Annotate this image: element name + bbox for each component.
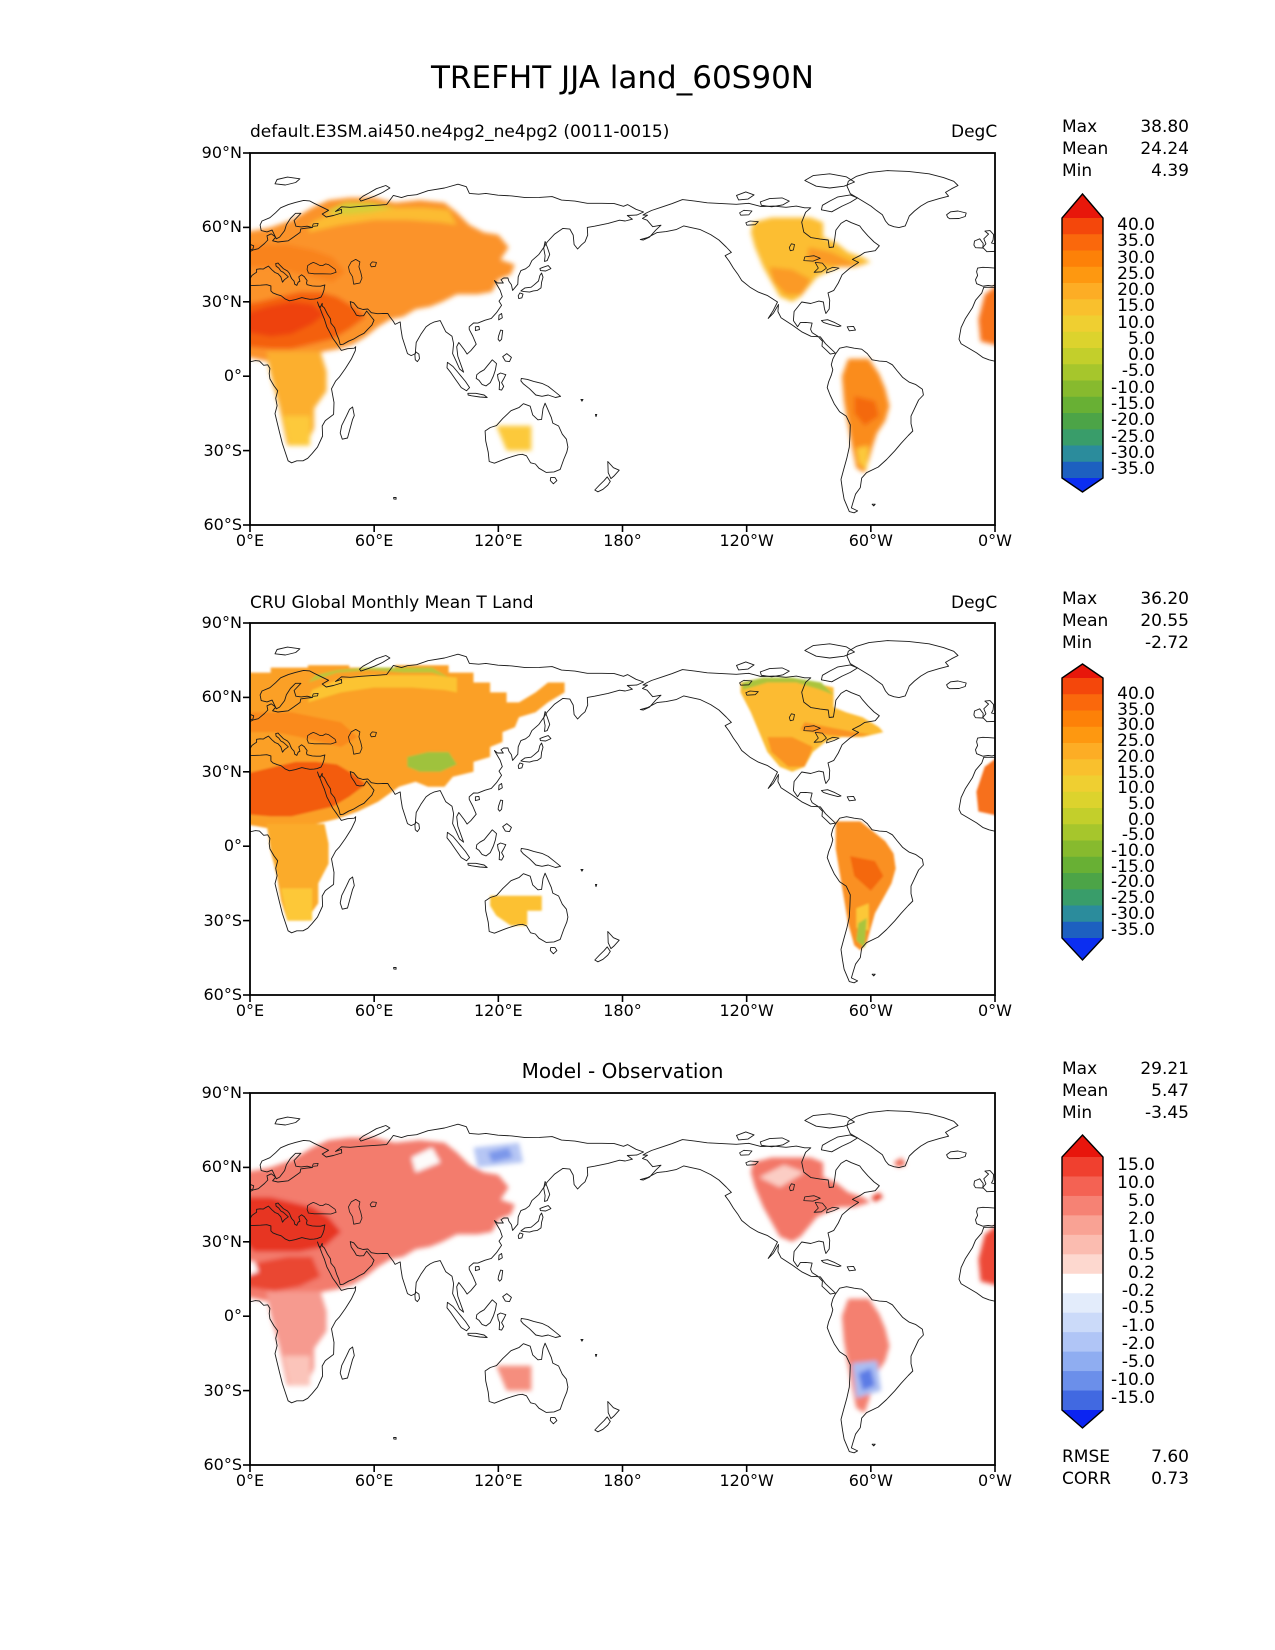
colorbar-tick-label: -10.0 xyxy=(1111,377,1155,398)
stat-row xyxy=(1062,117,1189,138)
stat-value: 7.60 xyxy=(1151,1447,1189,1467)
y-tick-label: 90°N xyxy=(201,613,242,632)
colorbar-tick-label: 20.0 xyxy=(1117,746,1155,767)
region-africa-south-yellow xyxy=(281,888,312,920)
x-tick-label: 0°E xyxy=(235,1001,265,1020)
colorbar-tick-label: -0.5 xyxy=(1121,1298,1155,1319)
stat-label: Mean xyxy=(1062,1081,1109,1101)
stat-label: Mean xyxy=(1062,611,1109,631)
stat-row xyxy=(1062,161,1189,182)
y-tick-label: 60°S xyxy=(203,985,242,1004)
colorbar-tick-label: -35.0 xyxy=(1111,919,1155,940)
region-south-america-warm-bias xyxy=(842,1299,890,1413)
colorbar-tick-label: 10.0 xyxy=(1117,312,1155,333)
stat-row xyxy=(1062,611,1189,632)
x-tick-label: 120°E xyxy=(474,1001,523,1020)
colorbar-tick-label: 25.0 xyxy=(1117,731,1155,752)
panel1-title: default.E3SM.ai450.ne4pg2_ne4pg2 (0011-0015) xyxy=(250,122,670,142)
x-tick-label: 60°E xyxy=(354,1001,394,1020)
colorbar-tick-label: -15.0 xyxy=(1111,1388,1155,1409)
panel3-title: Model - Observation xyxy=(521,1059,724,1083)
stat-label: Min xyxy=(1062,633,1093,653)
stat-label: Min xyxy=(1062,1103,1093,1123)
colorbar-tick-label: -1.0 xyxy=(1121,1316,1155,1337)
colorbar-tick-label: -20.0 xyxy=(1111,410,1155,431)
stat-label: CORR xyxy=(1062,1469,1111,1489)
colorbar-tick-label: -5.0 xyxy=(1121,1352,1155,1373)
stat-value: 4.39 xyxy=(1151,161,1189,181)
stat-value: 20.55 xyxy=(1140,611,1189,631)
stat-row xyxy=(1062,633,1189,654)
x-tick-label: 0°W xyxy=(978,1001,1012,1020)
x-tick-label: 0°W xyxy=(978,1471,1012,1490)
colorbar-tick-label: -10.0 xyxy=(1111,841,1155,861)
region-west-africa-sliver xyxy=(976,754,1001,816)
colorbar-tick-label: 30.0 xyxy=(1117,715,1155,736)
region-australia-yellow xyxy=(490,896,542,926)
colorbar-tick-label: 25.0 xyxy=(1117,263,1155,284)
x-tick-label: 60°W xyxy=(848,531,893,550)
colorbar-tick-label: -5.0 xyxy=(1121,361,1155,382)
region-australia-warm-bias xyxy=(496,1366,531,1391)
y-tick-label: 60°N xyxy=(201,1157,242,1177)
y-tick-label: 0° xyxy=(223,366,242,386)
stat-label: Min xyxy=(1062,161,1093,181)
x-tick-label: 60°E xyxy=(354,531,394,550)
stat-value: 0.73 xyxy=(1151,1469,1189,1489)
stat-value: 29.21 xyxy=(1140,1059,1189,1079)
y-tick-label: 30°N xyxy=(201,761,242,781)
stat-value: -2.72 xyxy=(1145,633,1189,653)
panel2-title: CRU Global Monthly Mean T Land xyxy=(250,593,534,613)
panel1-data-field xyxy=(244,198,1001,473)
colorbar-tick-label: -0.2 xyxy=(1121,1280,1155,1301)
x-tick-label: 120°W xyxy=(719,1001,774,1020)
region-australia-yellow xyxy=(496,426,531,451)
y-tick-label: 30°S xyxy=(203,440,242,460)
y-tick-label: 90°N xyxy=(201,1083,242,1102)
x-tick-label: 60°W xyxy=(848,1471,893,1490)
y-tick-label: 90°N xyxy=(201,143,242,162)
colorbar-tick-label: 35.0 xyxy=(1117,231,1155,252)
panel2-data-field xyxy=(244,665,1001,950)
colorbar-tick-label: 0.2 xyxy=(1127,1262,1155,1283)
stat-label: Max xyxy=(1062,1059,1098,1079)
y-tick-label: 60°N xyxy=(201,687,242,707)
colorbar-tick-label: 40.0 xyxy=(1117,215,1155,235)
colorbar-tick-label: -2.0 xyxy=(1121,1334,1155,1355)
y-tick-label: 60°S xyxy=(203,515,242,534)
stat-row xyxy=(1062,589,1189,610)
stat-row xyxy=(1062,139,1189,160)
colorbar-tick-label: -5.0 xyxy=(1121,825,1155,846)
colorbar-tick-label: 30.0 xyxy=(1117,247,1155,268)
colorbar-tick-label: 15.0 xyxy=(1117,1155,1155,1175)
colorbar-tick-label: 5.0 xyxy=(1127,328,1155,349)
colorbar-tick-label: 1.0 xyxy=(1127,1226,1155,1247)
y-tick-label: 30°N xyxy=(201,1231,242,1251)
x-tick-label: 180° xyxy=(603,531,642,550)
colorbar-tick-label: 40.0 xyxy=(1117,684,1155,704)
x-tick-label: 180° xyxy=(603,1471,642,1490)
stat-value: 38.80 xyxy=(1140,117,1189,137)
y-tick-label: 0° xyxy=(223,836,242,856)
colorbar-tick-label: -35.0 xyxy=(1111,459,1155,480)
colorbar-tick-label: 10.0 xyxy=(1117,778,1155,799)
stat-label: RMSE xyxy=(1062,1447,1111,1467)
colorbar-tick-label: 0.5 xyxy=(1127,1244,1155,1265)
stat-label: Max xyxy=(1062,117,1098,137)
x-tick-label: 120°W xyxy=(719,531,774,550)
colorbar-tick-label: -15.0 xyxy=(1111,856,1155,877)
stat-value: 5.47 xyxy=(1151,1081,1189,1101)
colorbar-tick-label: -20.0 xyxy=(1111,872,1155,893)
y-tick-label: 60°S xyxy=(203,1455,242,1474)
x-tick-label: 0°E xyxy=(235,1471,265,1490)
stat-row xyxy=(1062,1469,1189,1490)
x-tick-label: 120°W xyxy=(719,1471,774,1490)
stat-label: Mean xyxy=(1062,139,1109,159)
y-tick-label: 30°S xyxy=(203,1380,242,1400)
panel2-units-label: DegC xyxy=(951,593,998,613)
colorbar-tick-label: 0.0 xyxy=(1127,809,1155,830)
stat-value: 24.24 xyxy=(1140,139,1189,159)
x-tick-label: 0°E xyxy=(235,531,265,550)
stat-label: Max xyxy=(1062,589,1098,609)
x-tick-label: 120°E xyxy=(474,531,523,550)
colorbar-tick-label: 10.0 xyxy=(1117,1172,1155,1193)
region-newfoundland-red-dot xyxy=(871,1192,884,1202)
colorbar-tick-label: 5.0 xyxy=(1127,793,1155,814)
colorbar-tick-label: -10.0 xyxy=(1111,1370,1155,1391)
x-tick-label: 0°W xyxy=(978,531,1012,550)
x-tick-label: 180° xyxy=(603,1001,642,1020)
colorbar-tick-label: -25.0 xyxy=(1111,888,1155,909)
panel1-units-label: DegC xyxy=(951,122,998,142)
stat-value: 36.20 xyxy=(1140,589,1189,609)
colorbar-tick-label: 15.0 xyxy=(1117,762,1155,783)
stat-row xyxy=(1062,1447,1189,1468)
colorbar-tick-label: 15.0 xyxy=(1117,296,1155,317)
colorbar-tick-label: -30.0 xyxy=(1111,903,1155,924)
y-tick-label: 30°S xyxy=(203,910,242,930)
y-tick-label: 0° xyxy=(223,1306,242,1326)
colorbar-tick-label: 2.0 xyxy=(1127,1208,1155,1229)
stat-value: -3.45 xyxy=(1145,1103,1189,1123)
panel3-data-field xyxy=(244,1138,1001,1413)
x-tick-label: 60°E xyxy=(354,1471,394,1490)
colorbar-tick-label: -25.0 xyxy=(1111,426,1155,447)
stat-row xyxy=(1062,1081,1189,1102)
colorbar-tick-label: 20.0 xyxy=(1117,280,1155,301)
colorbar-tick-label: 0.0 xyxy=(1127,345,1155,366)
x-tick-label: 60°W xyxy=(848,1001,893,1020)
x-tick-label: 120°E xyxy=(474,1471,523,1490)
colorbar-tick-label: -30.0 xyxy=(1111,442,1155,463)
y-tick-label: 60°N xyxy=(201,217,242,237)
colorbar-tick-label: 5.0 xyxy=(1127,1190,1155,1211)
stat-row xyxy=(1062,1103,1189,1124)
figure-title: TREFHT JJA land_60S90N xyxy=(431,60,814,96)
y-tick-label: 30°N xyxy=(201,291,242,311)
colorbar-tick-label: -15.0 xyxy=(1111,393,1155,414)
colorbar-tick-label: 35.0 xyxy=(1117,699,1155,720)
stat-row xyxy=(1062,1059,1189,1080)
